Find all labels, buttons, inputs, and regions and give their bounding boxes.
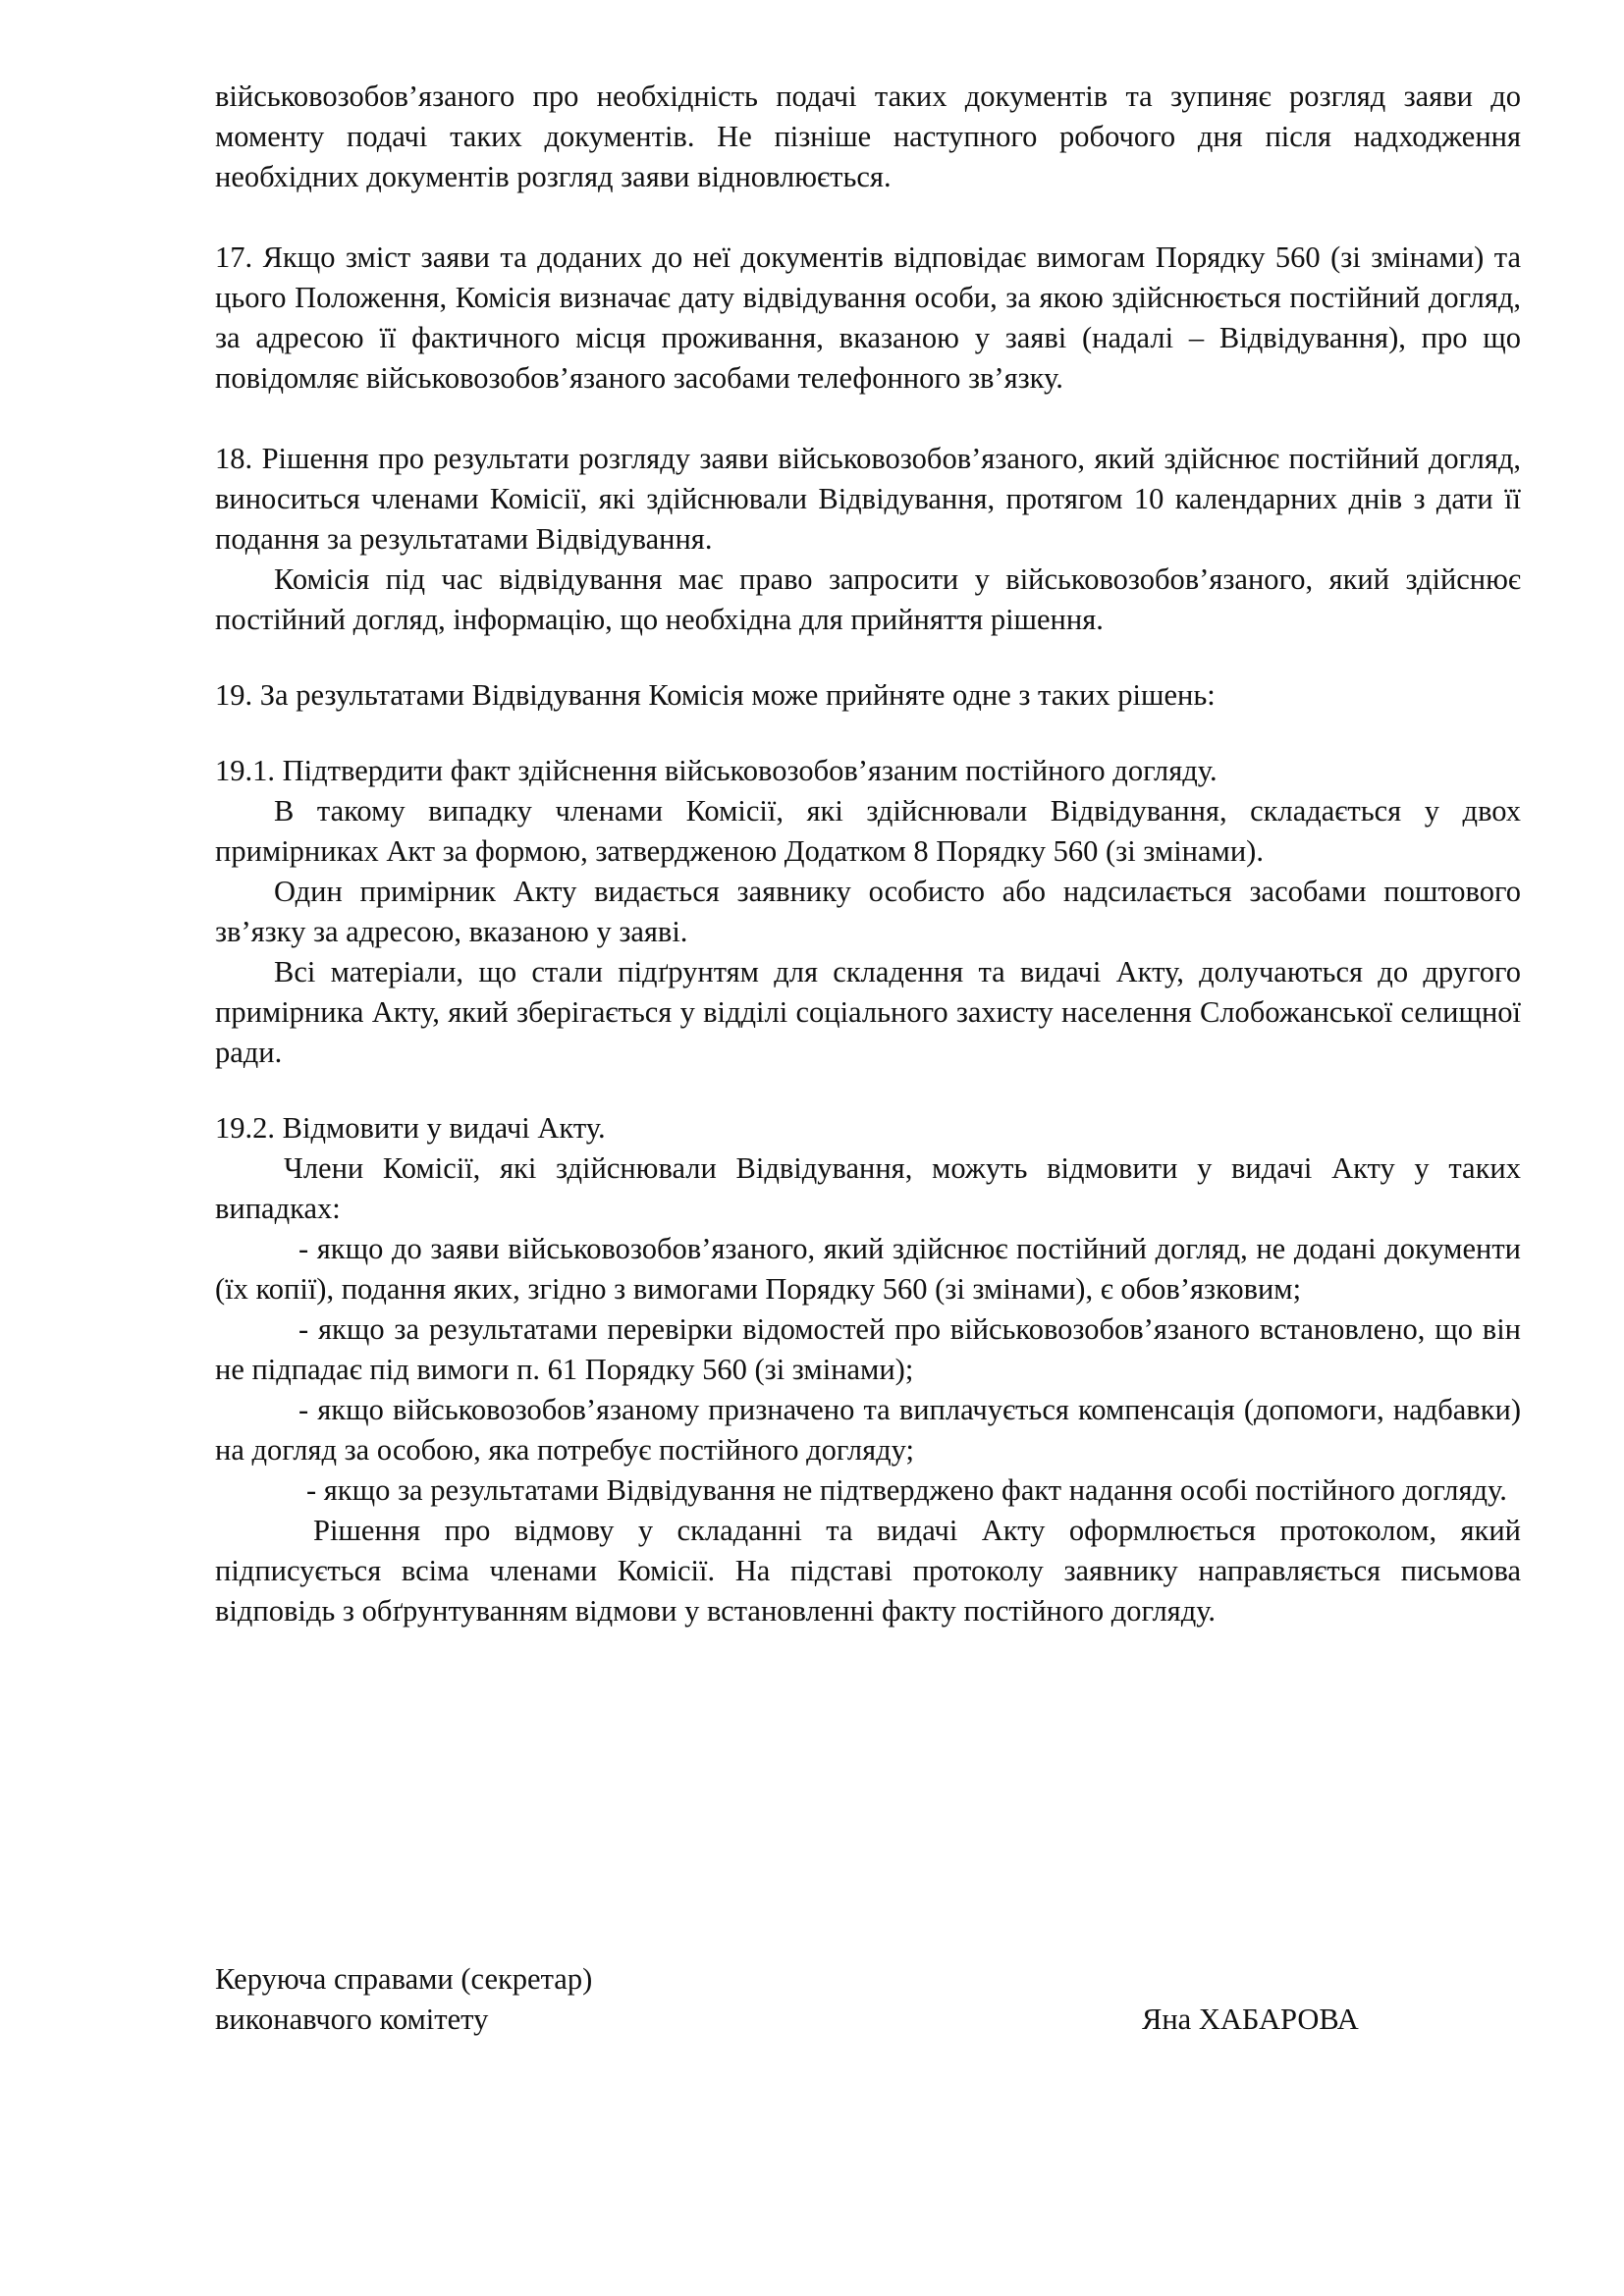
refusal-case-compensation: - якщо військовозобов’язаному призначено та виплачується компенсація (допомоги, надбавки) на догляд за особою, яка потребує постійного догляду; [215, 1393, 1521, 1467]
document-body [215, 77, 1521, 1631]
paragraph-19-2-refusal: Члени Комісії, які здійснювали Відвідування, можуть відмовити у видачі Акту у таких випадках: [215, 1151, 1521, 1225]
refusal-case-documents: - якщо до заяви військовозобов’язаного, який здійснює постійний догляд, не додані документи (їх копії), подання яких, згідно з вимогами Порядку 560 (зі змінами), є обов’язковим; [215, 1232, 1521, 1306]
paragraph-18-commission-rights: Комісія під час відвідування має право запросити у військовозобов’язаного, який здійснює постійний догляд, інформацію, що необхідна для прийняття рішення. [215, 562, 1521, 636]
paragraph-19-1-copy: Один примірник Акту видається заявнику особисто або надсилається засобами поштового зв’язку за адресою, вказаною у заяві. [215, 875, 1521, 948]
paragraph-19-2: 19.2. Відмовити у видачі Акту. [215, 1111, 606, 1145]
signatory-title-line-2: виконавчого комітету [215, 2002, 489, 2036]
signatory-title-line-1: Керуюча справами (секретар) [215, 1962, 593, 1996]
paragraph-19-1: 19.1. Підтвердити факт здійснення військовозобов’язаним постійного догляду. [215, 754, 1218, 787]
signatory-name: Яна ХАБАРОВА [1142, 2002, 1359, 2036]
signatory-position [215, 1959, 902, 2040]
paragraph-19-2-protocol: Рішення про відмову у складанні та видачі Акту оформлюється протоколом, який підписується всіма членами Комісії. На підставі протоколу заявнику направляється письмова відповідь з обґрунтуванням відмови у встановленні факту постійного догляду. [215, 1514, 1521, 1628]
refusal-case-requirements: - якщо за результатами перевірки відомостей про військовозобов’язаного встановлено, що він не підпадає під вимоги п. 61 Порядку 560 (зі змінами); [215, 1312, 1521, 1386]
paragraph-19: 19. За результатами Відвідування Комісія може прийняте одне з таких рішень: [215, 678, 1216, 712]
refusal-case-visit: - якщо за результатами Відвідування не підтверджено факт надання особі постійного догляду. [306, 1473, 1507, 1507]
paragraph-18: 18. Рішення про результати розгляду заяви військовозобов’язаного, який здійснює постійний догляд, виноситься членами Комісії, які здійснювали Відвідування, протягом 10 календарних днів з дати її подання за результатами Відвідування. [215, 442, 1521, 556]
paragraph-17: 17. Якщо зміст заяви та доданих до неї документів відповідає вимогам Порядку 560 (зі змінами) та цього Положення, Комісія визначає дату відвідування особи, за якою здійснюється постійний догляд, за адресою її фактичного місця проживання, вказаною у заяві (надалі – Відвідування), про що повідомляє військовозобов’язаного засобами телефонного зв’язку. [215, 240, 1521, 395]
paragraph-19-1-act: В такому випадку членами Комісії, які здійснювали Відвідування, складається у двох примірниках Акт за формою, затвердженою Додатком 8 Порядку 560 (зі змінами). [215, 794, 1521, 868]
paragraph-19-1-materials: Всі матеріали, що стали підґрунтям для складення та видачі Акту, долучаються до другого примірника Акту, який зберігається у відділі соціального захисту населення Слобожанської селищної ради. [215, 955, 1521, 1069]
intro-paragraph: військовозобов’язаного про необхідність подачі таких документів та зупиняє розгляд заяви до моменту подачі таких документів. Не пізніше наступного робочого дня після надходження необхідних документів розгляд заяви відновлюється. [215, 80, 1521, 193]
